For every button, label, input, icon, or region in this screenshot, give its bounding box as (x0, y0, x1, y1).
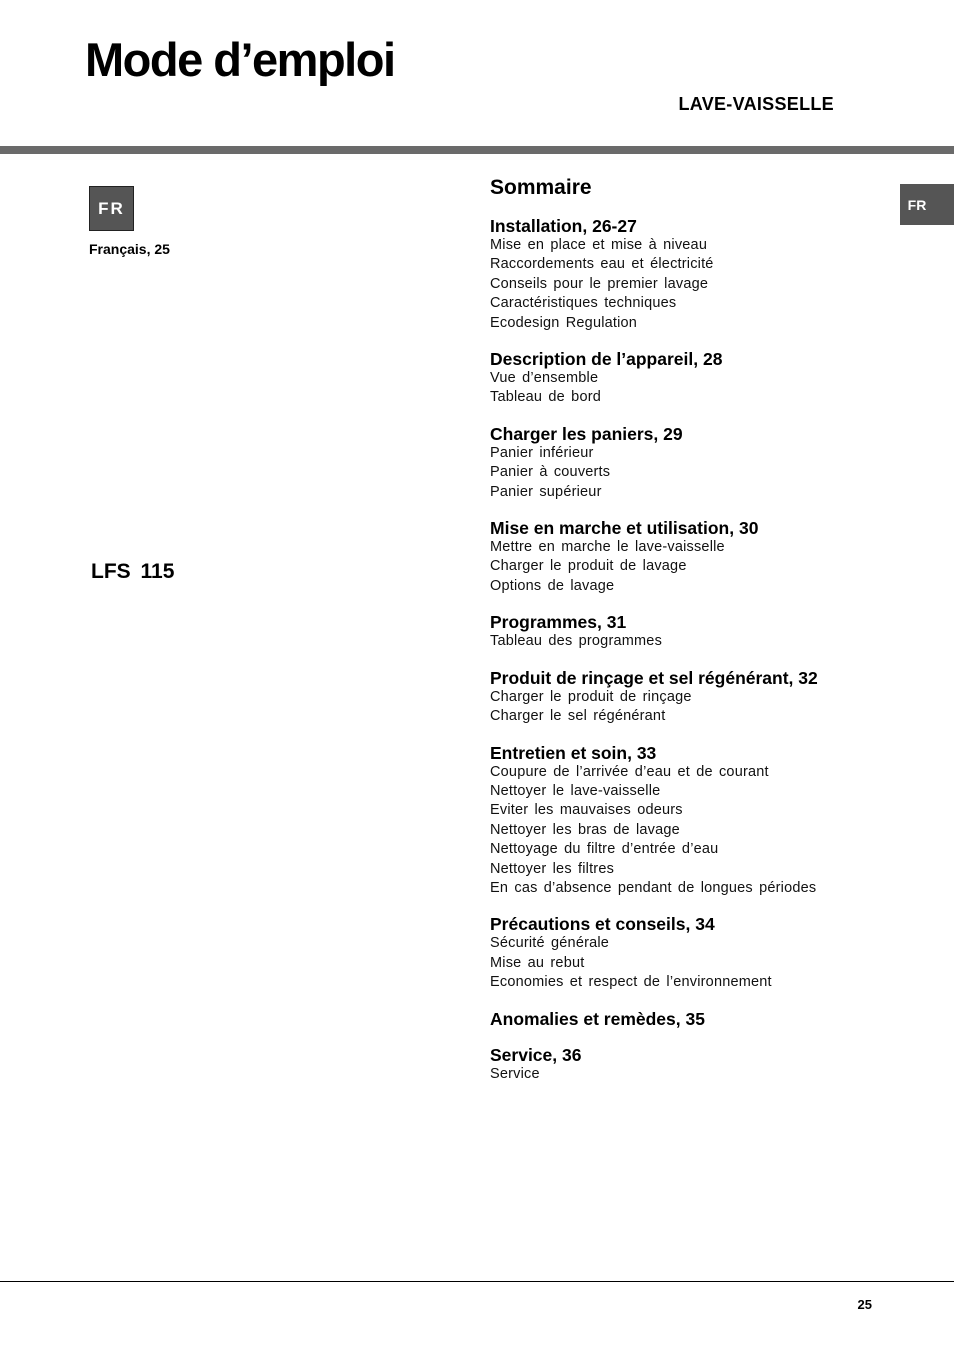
toc-section-items (490, 538, 930, 596)
toc-section-heading: Service, 36 (490, 1044, 582, 1065)
language-side-tab: FR (900, 184, 954, 225)
toc-section-items (490, 688, 930, 727)
toc-section (490, 349, 930, 408)
toc-section-heading: Précautions et conseils, 34 (490, 914, 715, 935)
toc-section (490, 1009, 930, 1029)
toc-section (490, 1045, 930, 1084)
toc-section-heading: Charger les paniers, 29 (490, 423, 683, 444)
toc-item: Tableau des programmes (490, 633, 663, 650)
toc-section-items (490, 369, 930, 408)
toc-section-items (490, 236, 930, 333)
toc-item: Tableau de bord (490, 389, 601, 406)
toc-section-heading: Mise en marche et utilisation, 30 (490, 518, 759, 539)
toc-item: Caractéristiques techniques (490, 295, 677, 312)
toc-item: Coupure de l’arrivée d’eau et de courant (490, 763, 769, 780)
toc-sections (490, 216, 930, 1084)
toc-item: Service (490, 1065, 540, 1082)
toc-section-items (490, 934, 930, 992)
toc-item: Nettoyage du filtre d’entrée d’eau (490, 841, 719, 858)
toc-section-items (490, 763, 930, 899)
toc-item: Conseils pour le premier lavage (490, 275, 709, 292)
toc-section (490, 518, 930, 596)
toc-item: Charger le produit de lavage (490, 558, 687, 575)
toc-item: Ecodesign Regulation (490, 314, 638, 331)
toc-item: Eviter les mauvaises odeurs (490, 802, 683, 819)
toc-item: En cas d’absence pendant de longues périodes (490, 879, 817, 896)
toc-item: Charger le produit de rinçage (490, 688, 692, 705)
footer-divider (0, 1281, 954, 1282)
table-of-contents (490, 176, 930, 1100)
toc-section-items (490, 1065, 930, 1084)
header-divider (0, 146, 954, 154)
toc-item: Vue d’ensemble (490, 370, 599, 387)
toc-section-heading: Programmes, 31 (490, 612, 627, 633)
toc-item: Raccordements eau et électricité (490, 256, 714, 273)
toc-item: Mise en place et mise à niveau (490, 237, 708, 253)
toc-item: Charger le sel régénérant (490, 708, 666, 725)
toc-item: Mettre en marche le lave-vaisselle (490, 539, 725, 556)
toc-section-heading: Installation, 26-27 (490, 216, 637, 236)
toc-section-heading: Anomalies et remèdes, 35 (490, 1008, 705, 1029)
toc-section-heading: Produit de rinçage et sel régénérant, 32 (490, 667, 818, 688)
model-name: LFS 115 (91, 560, 175, 583)
language-badge: FR (89, 186, 134, 231)
language-label: Français, 25 (89, 241, 170, 257)
product-type: LAVE-VAISSELLE (678, 94, 834, 114)
toc-section (490, 668, 930, 727)
toc-section (490, 743, 930, 899)
page-number: 25 (857, 1297, 872, 1312)
toc-item: Panier inférieur (490, 444, 594, 461)
toc-section (490, 216, 930, 333)
toc-item: Economies et respect de l’environnement (490, 974, 772, 991)
toc-item: Nettoyer les bras de lavage (490, 821, 680, 838)
toc-item: Panier supérieur (490, 483, 602, 500)
page-title: Mode d’emploi (85, 33, 395, 86)
toc-item: Sécurité générale (490, 935, 610, 952)
toc-item: Nettoyer le lave-vaisselle (490, 782, 661, 799)
toc-section-items (490, 632, 930, 651)
toc-item: Options de lavage (490, 577, 615, 594)
toc-section-heading: Entretien et soin, 33 (490, 742, 657, 763)
toc-section-heading: Description de l’appareil, 28 (490, 349, 723, 370)
toc-title: Sommaire (490, 176, 592, 199)
toc-section-items (490, 444, 930, 502)
toc-item: Mise au rebut (490, 954, 585, 971)
toc-item: Nettoyer les filtres (490, 860, 615, 877)
toc-section (490, 424, 930, 502)
toc-section (490, 914, 930, 992)
toc-section (490, 612, 930, 651)
toc-item: Panier à couverts (490, 464, 611, 481)
